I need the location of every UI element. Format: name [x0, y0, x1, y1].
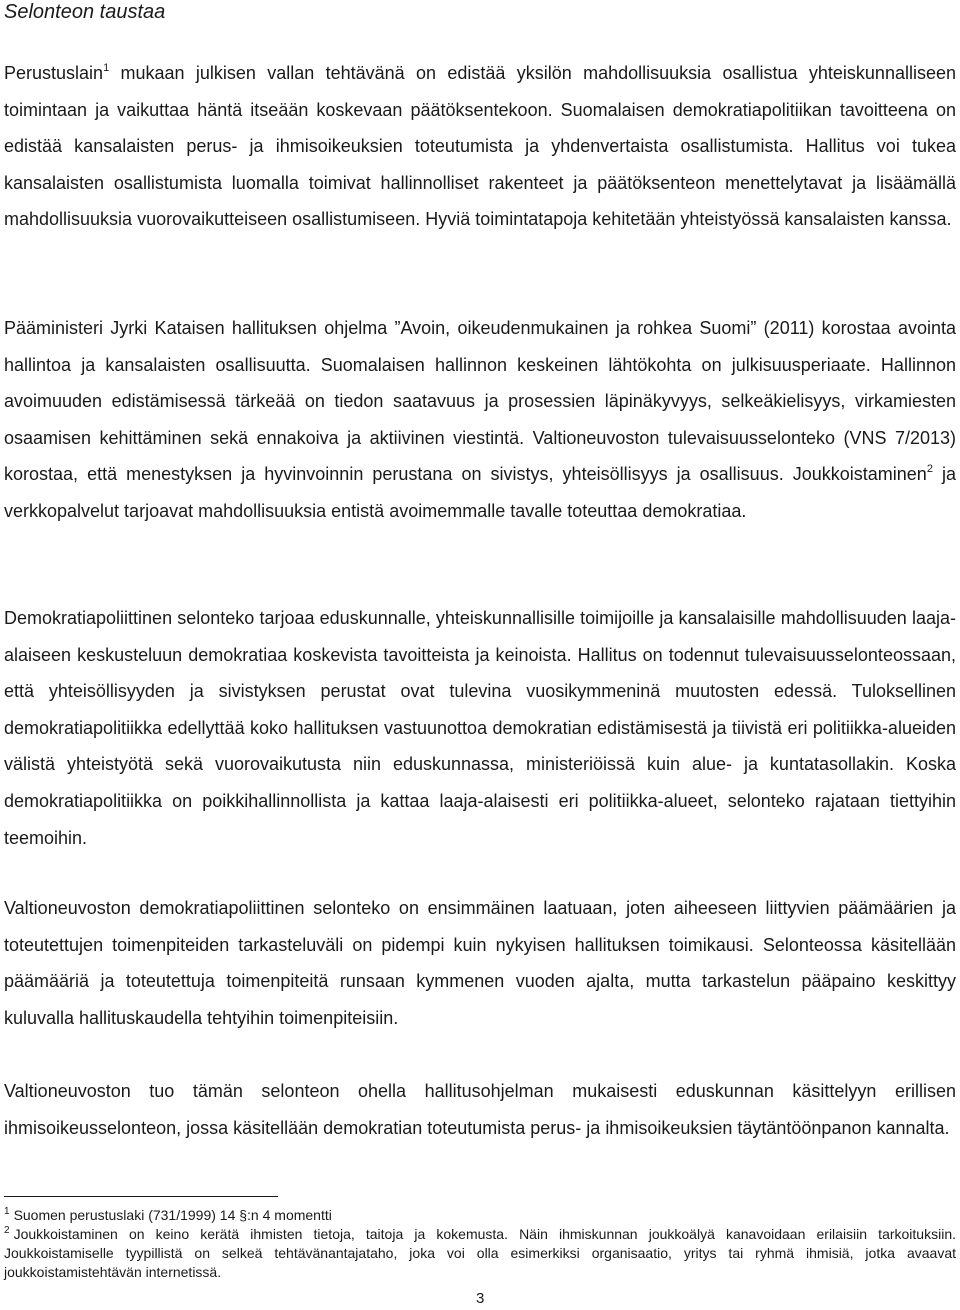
footnote-2: [4, 1225, 956, 1282]
footnote-1: [4, 1206, 956, 1225]
footnote-ref-2: 2: [926, 463, 933, 476]
paragraph-5: Valtioneuvoston tuo tämän selonteon ohella hallitusohjelman mukaisesti eduskunnan käsittelyyn erillisen ihmisoikeusselonteon, jossa käsitellään demokratian toteutumista perus- ja ihmisoikeuksien täytäntöönpanon kannalta.: [4, 1081, 956, 1138]
footnote-number-2: 2: [4, 1225, 10, 1236]
paragraph-2-text-b: ja verkkopalvelut tarjoavat mahdollisuuksia entistä avoimemmalle tavalle toteuttaa demokratiaa.: [4, 464, 956, 521]
page-number: 3: [476, 1290, 485, 1307]
paragraph-1: [4, 55, 956, 238]
paragraph-3: Demokratiapoliittinen selonteko tarjoaa eduskunnalle, yhteiskunnallisille toimijoille ja kansalaisille mahdollisuuden laaja-alaiseen keskusteluun demokratiaa koskevista tavoitteista ja keinoista. Hallitus on todennut tulevaisuusselonteossaan, että yhteisöllisyyden ja sivistyksen perustat ovat tulevina vuosikymmeninä muutosten edessä. Tuloksellinen demokratiapolitiikka edellyttää koko hallituksen vastuunottoa demokratian edistämisestä ja tiivistä eri politiikka-alueiden välistä yhteistyötä sekä vuorovaikutusta niin eduskunnassa, ministeriöissä kuin alue- ja kuntatasollakin. Koska demokratiapolitiikka on poikkihallinnollista ja kattaa laaja-alaisesti eri politiikka-alueet, selonteko rajataan tiettyihin teemoihin.: [4, 608, 956, 848]
footnote-divider: [4, 1196, 278, 1197]
footnotes: [4, 1206, 956, 1282]
paragraph-2-text-a: Pääministeri Jyrki Kataisen hallituksen ohjelma ”Avoin, oikeudenmukainen ja rohkea Suomi” (2011) korostaa avointa hallintoa ja kansalaisten osallisuutta. Suomalaisen hallinnon keskeinen lähtökohta on julkisuusperiaate. Hallinnon avoimuuden edistämisessä tärkeää on tiedon saatavuus ja prosessien läpinäkyvyys, selkeäkielisyys, virkamiesten osaamisen kehittäminen sekä ennakoiva ja aktiivinen viestintä. Valtioneuvoston tulevaisuusselonteko (VNS 7/2013) korostaa, että menestyksen ja hyvinvoinnin perustana on sivistys, yhteisöllisyys ja osallisuus. Joukkoistaminen: [4, 318, 956, 485]
footnote-text-2: Joukkoistaminen on keino kerätä ihmisten tietoja, taitoja ja kokemusta. Näin ihmiskunnan joukkoälyä kanavoidaan erilaisiin tarkoituksiin. Joukkoistamiselle tyypillistä on selkeä tehtävänantajataho, joka voi olla esimerkiksi organisaatio, yritys tai ryhmä ihmisiä, jotka avaavat joukkoistamistehtävän internetissä.: [4, 1226, 956, 1280]
paragraph-1-text-b: mukaan julkisen vallan tehtävänä on edistää yksilön mahdollisuuksia osallistua yhteiskunnalliseen toimintaan ja vaikuttaa häntä itseään koskevaan päätöksentekoon. Suomalaisen demokratiapolitiikan tavoitteena on edistää kansalaisten perus- ja ihmisoikeuksien toteutumista ja yhdenvertaista osallistumista. Hallitus voi tukea kansalaisten osallistumista luomalla toimivat hallinnolliset rakenteet ja päätöksenteon menettelytavat ja lisäämällä mahdollisuuksia vuorovaikutteiseen osallistumiseen. Hyviä toimintatapoja kehitetään yhteistyössä kansalaisten kanssa.: [4, 63, 956, 230]
footnote-text-1: Suomen perustuslaki (731/1999) 14 §:n 4 momentti: [13, 1207, 332, 1223]
footnote-number-1: 1: [4, 1206, 10, 1217]
paragraph-1-text-a: Perustuslain: [4, 63, 104, 83]
paragraph-4: Valtioneuvoston demokratiapoliittinen selonteko on ensimmäinen laatuaan, joten aiheeseen liittyvien päämäärien ja toteutettujen toimenpiteiden tarkasteluväli on pidempi kuin nykyisen hallituksen toimikausi. Selonteossa käsitellään päämääriä ja toteutettuja toimenpiteitä runsaan kymmenen vuoden ajalta, mutta tarkastelun pääpaino keskittyy kuluvalla hallituskaudella tehtyihin toimenpiteisiin.: [4, 898, 956, 1028]
paragraph-2: [4, 310, 956, 530]
section-heading: Selonteon taustaa: [4, 1, 166, 23]
footnote-ref-1: 1: [103, 62, 110, 74]
